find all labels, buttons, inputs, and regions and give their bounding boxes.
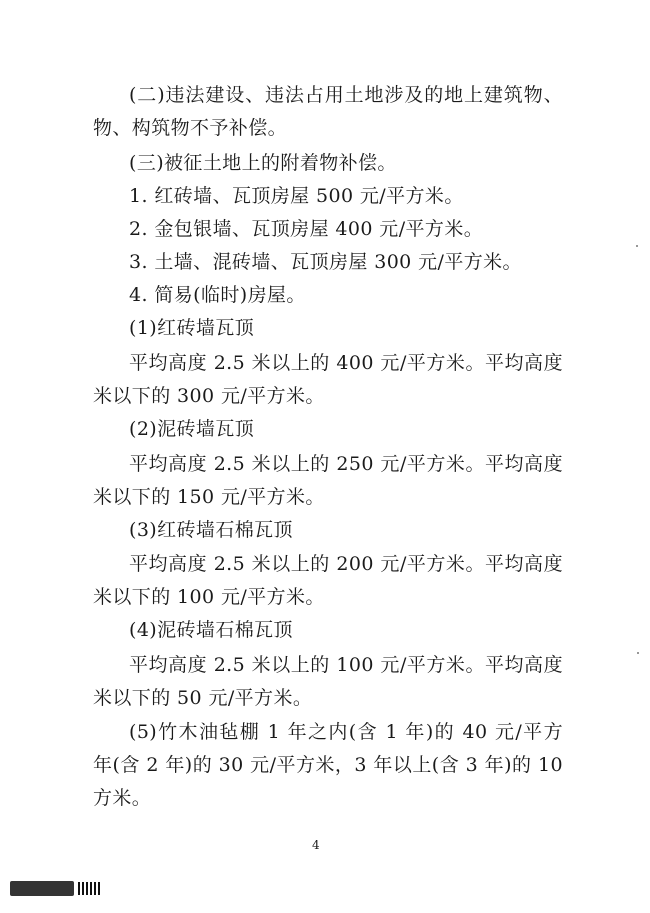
list-item: 3. 土墙、混砖墙、瓦顶房屋 300 元/平方米。 [129, 251, 522, 273]
barcode-fragment [78, 882, 100, 895]
sub-item-heading: (2)泥砖墙瓦顶 [129, 418, 255, 440]
list-item: 1. 红砖墙、瓦顶房屋 500 元/平方米。 [129, 185, 464, 207]
paragraph-line: 米以下的 300 元/平方米。 [93, 385, 325, 407]
section-heading: (三)被征土地上的附着物补偿。 [129, 152, 397, 174]
paragraph-line: 物、构筑物不予补偿。 [93, 117, 288, 139]
list-item: 4. 简易(临时)房屋。 [129, 284, 306, 306]
page-number: 4 [312, 838, 320, 852]
paragraph-line: 平均高度 2.5 米以上的 100 元/平方米。平均高度 [129, 654, 563, 676]
paragraph-line: 平均高度 2.5 米以上的 250 元/平方米。平均高度 [129, 453, 563, 475]
paragraph-line: (二)违法建设、违法占用土地涉及的地上建筑物、 [129, 84, 563, 106]
paragraph-line: 方米。 [93, 787, 152, 809]
redaction-smudge [10, 881, 74, 896]
paragraph-line: 米以下的 150 元/平方米。 [93, 486, 325, 508]
scan-speck [636, 245, 638, 247]
paragraph-line: 平均高度 2.5 米以上的 400 元/平方米。平均高度 [129, 352, 563, 374]
paragraph-line: 年(含 2 年)的 30 元/平方米，3 年以上(含 3 年)的 10 [93, 754, 563, 776]
sub-item-heading: (3)红砖墙石棉瓦顶 [129, 519, 293, 541]
paragraph-line: 米以下的 50 元/平方米。 [93, 687, 313, 709]
paragraph-line: (5)竹木油毡棚 1 年之内(含 1 年)的 40 元/平方 [129, 721, 563, 743]
paragraph-line: 米以下的 100 元/平方米。 [93, 586, 325, 608]
list-item: 2. 金包银墙、瓦顶房屋 400 元/平方米。 [129, 218, 484, 240]
scan-artifact [10, 879, 102, 897]
sub-item-heading: (1)红砖墙瓦顶 [129, 317, 255, 339]
sub-item-heading: (4)泥砖墙石棉瓦顶 [129, 619, 293, 641]
scan-speck [637, 652, 639, 654]
paragraph-line: 平均高度 2.5 米以上的 200 元/平方米。平均高度 [129, 553, 563, 575]
